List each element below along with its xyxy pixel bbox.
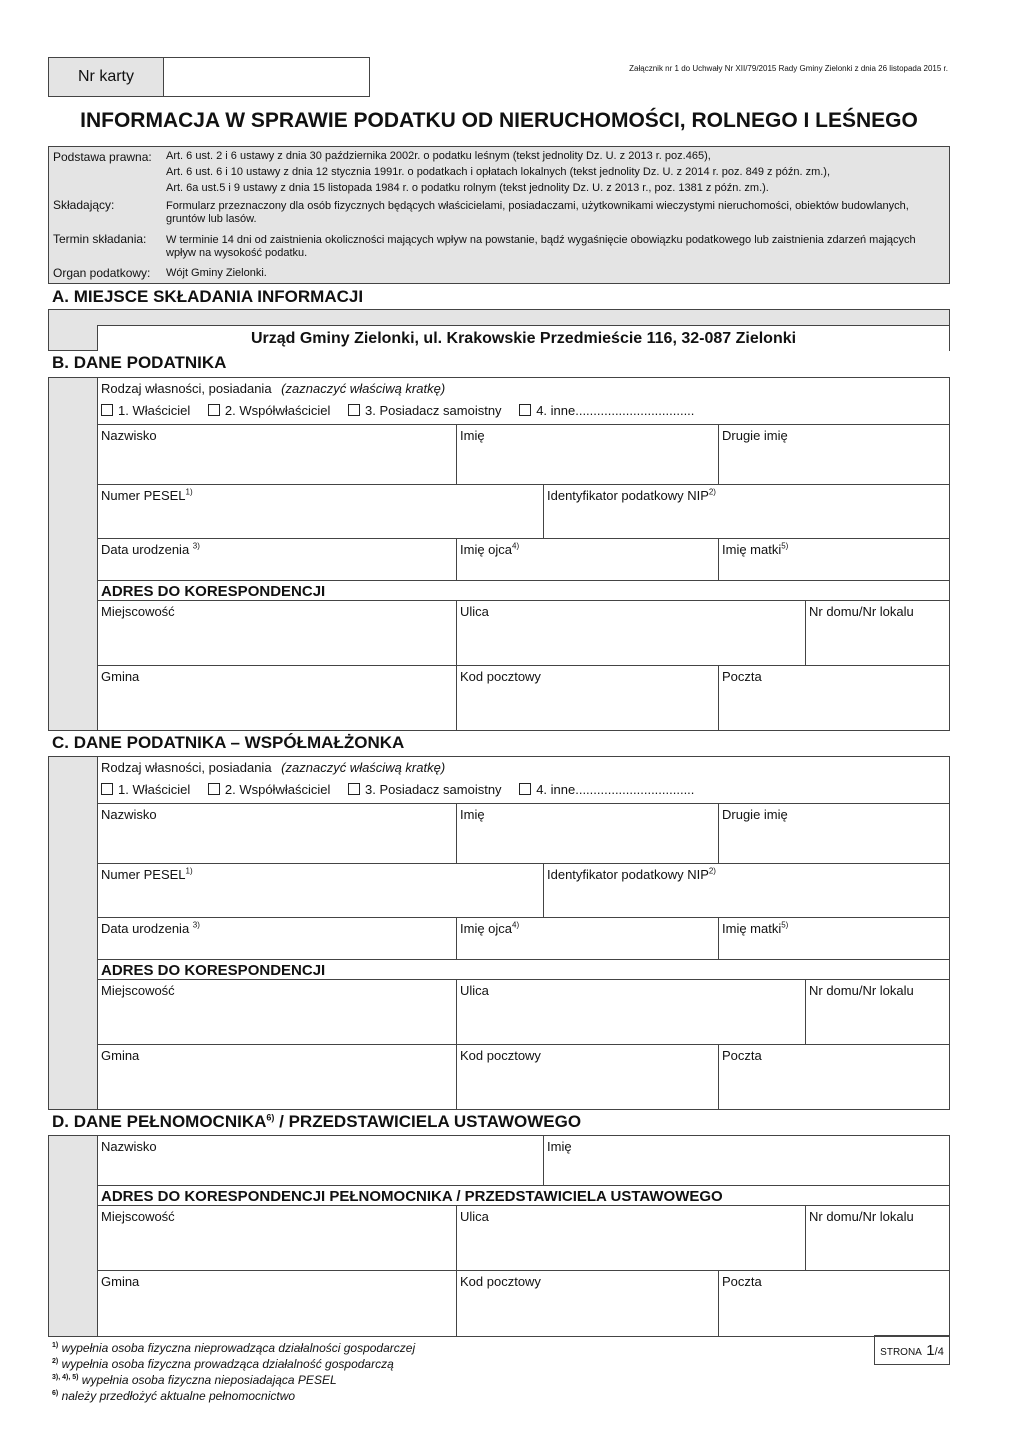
legal-basis-label: Podstawa prawna: <box>53 150 152 164</box>
annex-note: Załącznik nr 1 do Uchwały Nr XII/79/2015 Rady Gminy Zielonki z dnia 26 listopada 2015 r. <box>629 64 948 73</box>
checkbox[interactable] <box>519 783 531 795</box>
deadline-label: Termin składania: <box>53 232 147 246</box>
address-heading-text: ADRES DO KORESPONDENCJI <box>101 583 326 600</box>
nip-footnote-ref: 2) <box>708 866 716 876</box>
footnote-ref: 1) <box>52 1342 59 1349</box>
first-name-field[interactable] <box>543 1136 949 1185</box>
postcode-label: Kod pocztowy <box>460 1048 541 1063</box>
pesel-label: Numer PESEL <box>101 488 186 503</box>
page-label: STRONA <box>880 1347 922 1358</box>
father-footnote-ref: 4) <box>512 920 520 930</box>
section-b-box <box>48 377 950 731</box>
father-name-label: Imię ojca <box>460 542 513 557</box>
first-name-label: Imię <box>547 1139 572 1154</box>
post-office-field[interactable] <box>718 1270 949 1336</box>
section-c-title: C. DANE PODATNIKA – WSPÓŁMAŁŻONKA <box>52 733 405 752</box>
submitter-label: Składający: <box>53 198 115 212</box>
page-total: /4 <box>934 1346 944 1358</box>
authority-label: Organ podatkowy: <box>53 266 151 280</box>
post-office-label: Poczta <box>722 1274 762 1289</box>
first-name-field[interactable] <box>456 424 718 484</box>
authority-text: Wójt Gminy Zielonki. <box>166 267 267 279</box>
surname-label: Nazwisko <box>101 428 157 443</box>
father-name-field[interactable] <box>456 917 718 959</box>
address-heading-text: ADRES DO KORESPONDENCJI PEŁNOMOCNIKA / PRZEDSTAWICIELA USTAWOWEGO <box>101 1188 723 1205</box>
card-number-box <box>48 57 370 97</box>
checkbox[interactable] <box>101 404 113 416</box>
nip-label: Identyfikator podatkowy NIP <box>547 488 709 503</box>
footnote-ref: 3), 4), 5) <box>52 1374 79 1381</box>
address-heading <box>97 1185 949 1205</box>
legal-basis-line: Art. 6 ust. 2 i 6 ustawy z dnia 30 października 2002r. o podatku leśnym (tekst jednolity Dz. U. z 2013 r. poz.465), <box>166 150 711 162</box>
city-field[interactable] <box>97 979 456 1044</box>
mother-footnote-ref: 5) <box>781 541 789 551</box>
surname-field[interactable] <box>97 424 456 484</box>
ownership-label: Rodzaj własności, posiadania <box>101 381 272 396</box>
footnote-text: wypełnia osoba fizyczna nieposiadająca PESEL <box>81 1373 337 1387</box>
mother-footnote-ref: 5) <box>781 920 789 930</box>
address-heading-text: ADRES DO KORESPONDENCJI <box>101 962 326 979</box>
postcode-field[interactable] <box>456 1044 718 1109</box>
section-c-box <box>48 756 950 1110</box>
birth-footnote-ref: 3) <box>192 920 200 930</box>
footnote-ref: 6) <box>52 1390 59 1397</box>
ownership-hint: (zaznaczyć właściwą kratkę) <box>281 760 446 775</box>
checkbox[interactable] <box>519 404 531 416</box>
postcode-field[interactable] <box>456 665 718 730</box>
first-name-label: Imię <box>460 428 485 443</box>
footnote-text: wypełnia osoba fizyczna prowadząca działalność gospodarczą <box>61 1357 394 1371</box>
deadline-text: W terminie 14 dni od zaistnienia okoliczności mających wpływ na powstanie, bądź wygaśnięcie obowiązku podatkowego lub zaistnienia zdarzeń mających wpływ na wysokość podatku. <box>166 234 916 259</box>
card-number-field[interactable] <box>163 58 369 96</box>
street-field[interactable] <box>456 600 805 665</box>
commune-label: Gmina <box>101 1048 140 1063</box>
footnote-item <box>52 1387 852 1403</box>
mother-name-label: Imię matki <box>722 542 782 557</box>
commune-label: Gmina <box>101 669 140 684</box>
birth-footnote-ref: 3) <box>192 541 200 551</box>
surname-label: Nazwisko <box>101 807 157 822</box>
street-label: Ulica <box>460 1209 489 1224</box>
first-name-field[interactable] <box>456 803 718 863</box>
commune-field[interactable] <box>97 1270 456 1336</box>
option-co-owner: 2. Współwłaściciel <box>224 403 331 418</box>
footnote-item <box>52 1371 852 1387</box>
post-office-field[interactable] <box>718 665 949 730</box>
city-label: Miejscowość <box>101 983 175 998</box>
pesel-label: Numer PESEL <box>101 867 186 882</box>
option-possessor: 3. Posiadacz samoistny <box>364 403 502 418</box>
street-field[interactable] <box>456 1205 805 1270</box>
submission-place: Urząd Gminy Zielonki, ul. Krakowskie Przedmieście 116, 32-087 Zielonki <box>97 325 949 351</box>
section-d-footnote-ref: 6) <box>266 1112 275 1123</box>
nip-field[interactable] <box>543 484 949 538</box>
option-other: 4. inne................................. <box>536 403 695 418</box>
house-number-field[interactable] <box>805 979 949 1044</box>
second-name-label: Drugie imię <box>722 428 788 443</box>
second-name-field[interactable] <box>718 803 949 863</box>
legal-basis-line: Art. 6a ust.5 i 9 ustawy z dnia 15 listopada 1984 r. o podatku rolnym (tekst jednolity Dz. U. z 2013 r., poz. 1381 z późn. zm.). <box>166 182 769 194</box>
birth-date-label: Data urodzenia <box>101 921 190 936</box>
option-owner: 1. Właściciel <box>118 782 191 797</box>
postcode-label: Kod pocztowy <box>460 669 541 684</box>
nip-label: Identyfikator podatkowy NIP <box>547 867 709 882</box>
section-d-title <box>52 1112 581 1132</box>
section-d-title-rest: / PRZEDSTAWICIELA USTAWOWEGO <box>274 1112 582 1131</box>
section-d-box <box>48 1135 950 1337</box>
legal-info-box <box>48 146 950 284</box>
page-title: INFORMACJA W SPRAWIE PODATKU OD NIERUCHOMOŚCI, ROLNEGO I LEŚNEGO <box>80 109 918 132</box>
ownership-label: Rodzaj własności, posiadania <box>101 760 272 775</box>
submitter-text: Formularz przeznaczony dla osób fizycznych będących właścicielami, posiadaczami, użytkownikami wieczystymi nieruchomości, obiektów budowlanych, gruntów lub lasów. <box>166 200 909 225</box>
card-number-label: Nr karty <box>78 68 134 85</box>
mother-name-field[interactable] <box>718 538 949 580</box>
first-name-label: Imię <box>460 807 485 822</box>
pesel-field[interactable] <box>97 863 543 917</box>
section-a-box <box>48 309 950 351</box>
footnote-item <box>52 1339 852 1355</box>
page-current: 1 <box>926 1342 935 1359</box>
option-other: 4. inne................................. <box>536 782 695 797</box>
father-name-label: Imię ojca <box>460 921 513 936</box>
city-field[interactable] <box>97 600 456 665</box>
city-field[interactable] <box>97 1205 456 1270</box>
surname-field[interactable] <box>97 803 456 863</box>
checkbox[interactable] <box>101 783 113 795</box>
pesel-field[interactable] <box>97 484 543 538</box>
pesel-footnote-ref: 1) <box>185 487 193 497</box>
street-label: Ulica <box>460 983 489 998</box>
address-heading <box>97 959 949 979</box>
mother-name-field[interactable] <box>718 917 949 959</box>
option-co-owner: 2. Współwłaściciel <box>224 782 331 797</box>
commune-field[interactable] <box>97 665 456 730</box>
option-possessor: 3. Posiadacz samoistny <box>364 782 502 797</box>
nip-field[interactable] <box>543 863 949 917</box>
birth-date-field[interactable] <box>97 917 456 959</box>
section-d-title-main: D. DANE PEŁNOMOCNIKA <box>52 1112 267 1131</box>
checkbox[interactable] <box>348 783 360 795</box>
ownership-hint: (zaznaczyć właściwą kratkę) <box>281 381 446 396</box>
footnote-text: należy przedłożyć aktualne pełnomocnictwo <box>61 1389 296 1403</box>
house-number-label: Nr domu/Nr lokalu <box>809 983 914 998</box>
surname-field[interactable] <box>97 1136 543 1185</box>
pesel-footnote-ref: 1) <box>185 866 193 876</box>
surname-label: Nazwisko <box>101 1139 157 1154</box>
house-number-label: Nr domu/Nr lokalu <box>809 604 914 619</box>
ownership-cell <box>97 757 949 803</box>
birth-date-field[interactable] <box>97 538 456 580</box>
post-office-label: Poczta <box>722 669 762 684</box>
section-a-title: A. MIEJSCE SKŁADANIA INFORMACJI <box>52 287 364 306</box>
ownership-cell <box>97 378 949 424</box>
page-number-box <box>874 1335 950 1365</box>
commune-label: Gmina <box>101 1274 140 1289</box>
second-name-field[interactable] <box>718 424 949 484</box>
checkbox[interactable] <box>208 783 220 795</box>
second-name-label: Drugie imię <box>722 807 788 822</box>
legal-basis-line: Art. 6 ust. 6 i 10 ustawy z dnia 12 stycznia 1991r. o podatkach i opłatach lokalnych (tekst jednolity Dz. U. z 2014 r. poz. 849 z późn. zm.), <box>166 166 831 178</box>
post-office-field[interactable] <box>718 1044 949 1109</box>
address-heading <box>97 580 949 600</box>
footnotes <box>52 1339 852 1403</box>
house-number-label: Nr domu/Nr lokalu <box>809 1209 914 1224</box>
checkbox[interactable] <box>208 404 220 416</box>
father-footnote-ref: 4) <box>512 541 520 551</box>
postcode-label: Kod pocztowy <box>460 1274 541 1289</box>
city-label: Miejscowość <box>101 1209 175 1224</box>
commune-field[interactable] <box>97 1044 456 1109</box>
footnote-item <box>52 1355 852 1371</box>
nip-footnote-ref: 2) <box>708 487 716 497</box>
house-number-field[interactable] <box>805 600 949 665</box>
footnote-ref: 2) <box>52 1358 59 1365</box>
father-name-field[interactable] <box>456 538 718 580</box>
house-number-field[interactable] <box>805 1205 949 1270</box>
birth-date-label: Data urodzenia <box>101 542 190 557</box>
mother-name-label: Imię matki <box>722 921 782 936</box>
checkbox[interactable] <box>348 404 360 416</box>
street-field[interactable] <box>456 979 805 1044</box>
footnote-text: wypełnia osoba fizyczna nieprowadząca działalności gospodarczej <box>61 1341 416 1355</box>
street-label: Ulica <box>460 604 489 619</box>
city-label: Miejscowość <box>101 604 175 619</box>
section-b-title: B. DANE PODATNIKA <box>52 353 227 372</box>
postcode-field[interactable] <box>456 1270 718 1336</box>
post-office-label: Poczta <box>722 1048 762 1063</box>
option-owner: 1. Właściciel <box>118 403 191 418</box>
